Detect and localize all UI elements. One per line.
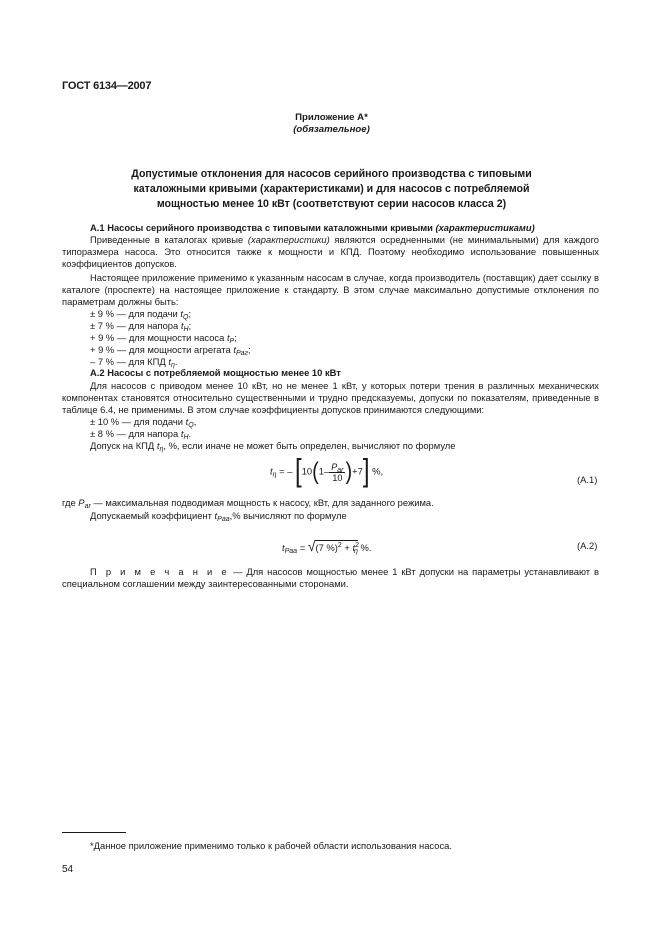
appendix-subtitle: (обязательное): [293, 124, 370, 135]
list-item: – 7 % — для КПД $t_\eta$.: [90, 356, 178, 369]
list-item: ± 8 % — для напора $t_H$.: [90, 428, 192, 441]
paragraph-a2-2: Допуск на КПД $t_\eta$, %, если иначе не может быть определен, вычисляют по формуле: [90, 440, 456, 453]
section-heading-a1: А.1 Насосы серийного производства с типовыми каталожными кривыми (характеристиками): [90, 222, 535, 233]
section-heading-a2: А.2 Насосы с потребляемой мощностью менее 10 кВт: [90, 367, 341, 378]
document-title: [110, 167, 553, 212]
standard-header: ГОСТ 6134—2007: [62, 80, 152, 92]
paragraph-a1-2: Настоящее приложение применимо к указанным насосам в случае, когда производитель (поставщик) дает ссылку в каталоге (проспекте) на настоящее приложение к стандарту. В этом случае максимально допустимые отклонения по параметрам должны быть:: [62, 272, 599, 307]
paragraph-a2-1: Для насосов с приводом менее 10 кВт, но не менее 1 кВт, у которых потери трения в различных механических компонентах становятся относительно существенными и трудно предсказуемы, допуски по показателям, приведенные в таблице 6.4, не применимы. В этом случае коэффициенты допусков принимаются следующими:: [62, 380, 599, 415]
footnote-divider: [62, 832, 126, 833]
title-line: Допустимые отклонения для насосов серийного производства с типовыми: [131, 168, 532, 180]
list-item: ± 9 % — для подачи $t_Q$;: [90, 308, 192, 321]
equation-number: (A.2): [577, 540, 598, 551]
list-item: ± 10 % — для подачи $t_Q$,: [90, 416, 197, 429]
paragraph-a2-3: Допускаемый коэффициент $t_{Paa},\%$ вычисляют по формуле: [90, 510, 347, 523]
list-item: + 9 % — для мощности насоса $t_P$;: [90, 332, 237, 345]
equation-number: (A.1): [577, 474, 598, 485]
page-number: 54: [62, 864, 74, 875]
paragraph-where: где $P_{ar}$ — максимальная подводимая мощность к насосу, кВт, для заданного режима.: [62, 497, 434, 510]
title-line: каталожными кривыми (характеристиками) и для насосов с потребляемой: [133, 183, 530, 195]
formula-a1: $t_\eta$ = – [10(1– $\frac{P_{ar}}{10}$ )+7] %,: [270, 453, 384, 489]
appendix-title: Приложение А*: [295, 112, 368, 123]
paragraph-a1-1: Приведенные в каталогах кривые (характеристики) являются осредненными (не минимальными) для каждого типоразмера насоса. Это относится также к мощности и КПД. Поэтому необходимо использование повышенных коэффициентов допусков.: [62, 234, 599, 269]
formula-a2: $t_{Paa} = √(7$ $\%)^2 + t^2_\eta$ %.: [282, 538, 372, 555]
list-item: + 9 % — для мощности агрегата $t_{Paг}$;: [90, 344, 251, 357]
note-paragraph: П р и м е ч а н и е — Для насосов мощностью менее 1 кВт допуски на параметры устанавливают в специальном соглашении между заинтересованными сторонами.: [62, 566, 599, 589]
list-item: ± 7 % — для напора $t_H$;: [90, 320, 192, 333]
title-line: мощностью менее 10 кВт (соответствуют серии насосов класса 2): [156, 198, 507, 210]
footnote: *Данное приложение применимо только к рабочей области использования насоса.: [90, 840, 452, 851]
